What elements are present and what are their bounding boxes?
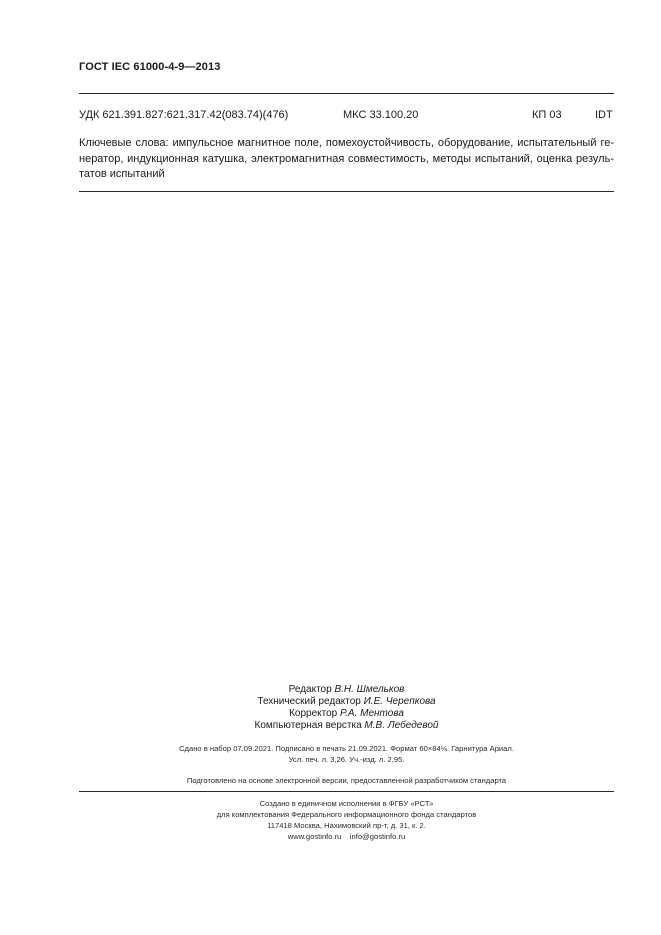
tech-editor-credit [79, 696, 614, 708]
keywords-line: татов испытаний [79, 168, 165, 180]
layout-credit [79, 720, 614, 732]
kp-code: КП 03 [532, 109, 562, 121]
editor-role: Редактор [288, 684, 332, 695]
imprint-block [79, 743, 614, 765]
layout-role: Компьютерная верстка [254, 720, 362, 731]
publisher-contacts: www.gostinfo.ru info@gostinfo.ru [287, 832, 406, 841]
keywords-divider [79, 191, 614, 192]
tech-editor-role: Технический редактор [257, 696, 361, 707]
tech-editor-name: И.Е. Черепкова [363, 696, 436, 707]
layout-name: М.В. Лебедевой [364, 720, 439, 731]
publisher-line: Создано в единичном исполнении в ФГБУ «РСТ» [259, 799, 434, 808]
keywords-line: Ключевые слова: импульсное магнитное поле, помехоустойчивость, оборудование, испытательный ге- [79, 137, 614, 149]
corrector-role: Корректор [289, 708, 338, 719]
document-designation: ГОСТ IEC 61000-4-9—2013 [79, 61, 221, 73]
editor-credit [79, 684, 614, 696]
publisher-line: 117418 Москва, Нахимовский пр-т, д. 31, к. 2. [267, 821, 426, 830]
publisher-block [79, 798, 614, 842]
publisher-divider [79, 791, 614, 792]
idt-mark: IDT [595, 109, 613, 121]
keywords-paragraph [79, 136, 614, 183]
prepared-note: Подготовлено на основе электронной версии, предоставленной разработчиком стандарта [186, 776, 507, 785]
udk-code: УДК 621.391.827:621.317.42(083.74)(476) [79, 109, 289, 121]
corrector-credit [79, 708, 614, 720]
credits-block [79, 684, 614, 732]
keywords-line: нератор, индукционная катушка, электромагнитная совместимость, методы испытаний, оценка резуль- [79, 152, 614, 165]
top-divider [79, 93, 614, 94]
editor-name: В.Н. Шмельков [334, 684, 405, 695]
imprint-line: Сдано в набор 07.09.2021. Подписано в печать 21.09.2021. Формат 60×84⅛. Гарнитура Ариал. [179, 744, 514, 753]
imprint-line: Усл. печ. л. 3,26. Уч.-изд. л. 2,95. [288, 755, 405, 764]
corrector-name: Р.А. Ментова [340, 708, 404, 719]
publisher-line: для комплектования Федерального информационного фонда стандартов [216, 810, 477, 819]
mks-code: МКС 33.100.20 [343, 109, 419, 121]
